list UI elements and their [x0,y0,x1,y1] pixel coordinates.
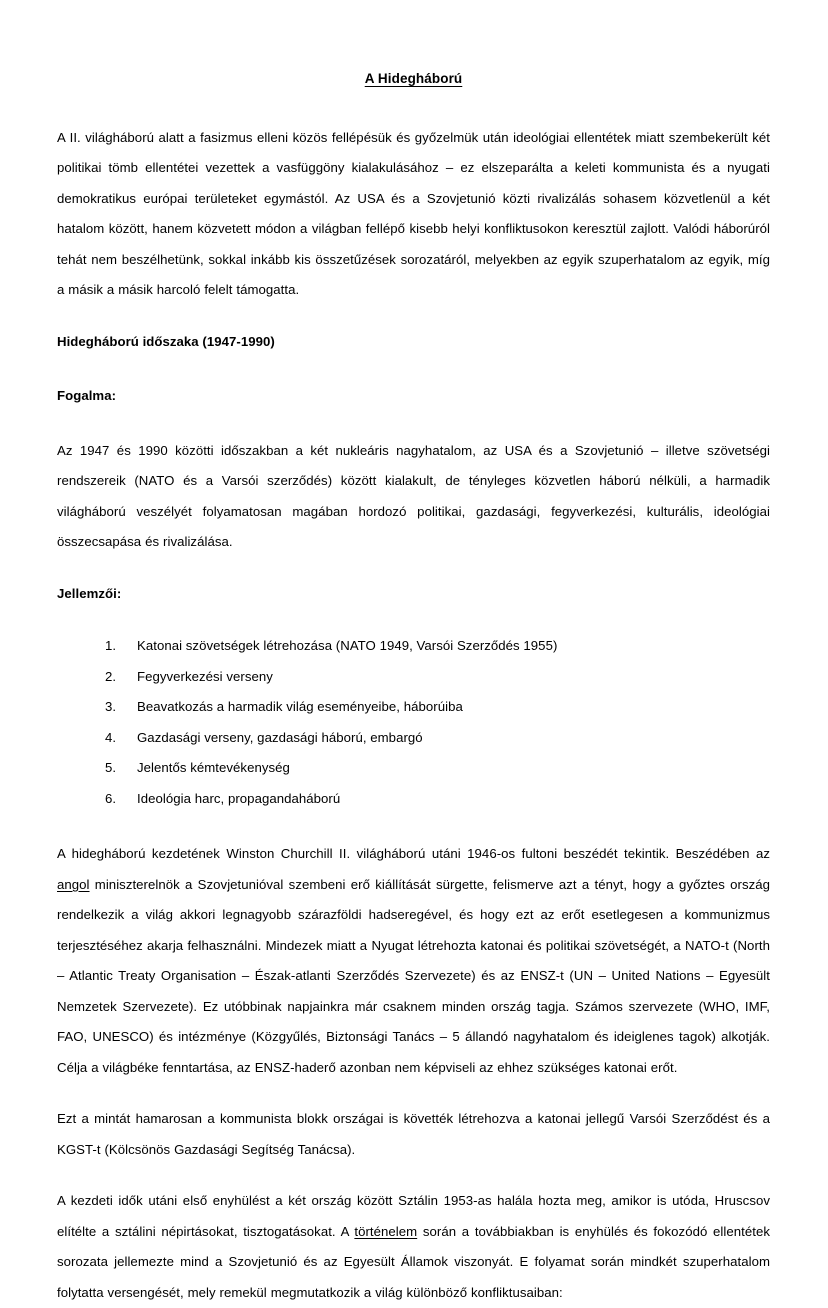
churchill-text-part1: A hidegháború kezdetének Winston Churchill II. világháború utáni 1946-os fultoni beszédét tekintik. Beszédében az [57,846,770,862]
concept-paragraph: Az 1947 és 1990 közötti időszakban a két nukleáris nagyhatalom, az USA és a Szovjetunió – illetve szövetségi rendszereik (NATO és a Varsói szerződés) között kialakult, de tényleges közvetlen háború nélküli, a harmadik világháború veszélyét folyamatosan magában hordozó politikai, gazdasági, fegyverkezési, kulturális, ideológiai összecsapása és rivalizálása. [57,442,770,550]
angol-link[interactable]: angol [57,876,90,892]
churchill-paragraph [57,839,770,1083]
page-title: A Hidegháború [364,71,463,86]
churchill-text-part2: miniszterelnök a Szovjetunióval szembeni erő kiállítását sürgette, felismerve azt a tényt, hogy a győztes ország rendelkezik a világ akkori legnagyobb szárazföldi hadseregével, és hogy ezt az erőt esetlegesen a kommunizmus terjesztéséhez akarja felhasználni. Mindezek miatt a Nyugat létrehozta katonai és politikai szövetségét, a NATO-t (North – Atlantic Treaty Organisation – Észak-atlanti Szerződés Szervezete) és az ENSZ-t (UN – United Nations – Egyesült Nemzetek Szervezete). Ez utóbbinak napjainkra már csaknem minden ország tagja. Számos szervezete (WHO, IMF, FAO, UNESCO) és intézménye (Közgyűlés, Biztonsági Tanács – 5 állandó nagyhatalom és ideiglenes tagok) alkotják. Célja a világbéke fenntartása, az ENSZ-haderő azonban nem képviseli az ehhez szükséges katonai erőt. [57,876,770,1075]
list-item: Gazdasági verseny, gazdasági háború, embargó [137,729,423,745]
list-item: Katonai szövetségek létrehozása (NATO 1949, Varsói Szerződés 1955) [137,638,558,654]
list-item: Beavatkozás a harmadik világ eseményeibe, háborúiba [137,699,463,715]
features-heading: Jellemzői: [57,585,122,601]
thaw-text-part2: során a továbbiakban is enyhülés és fokozódó ellentétek sorozata jellemezte mind a Szovjetunió és az Egyesült Államok viszonyát. E folyamat során mindkét szuperhatalom folytatta versengését, mely remekül megmutatkozik a világ különböző konfliktusaiban: [57,1223,770,1300]
features-list [57,631,770,814]
intro-paragraph: A II. világháború alatt a fasizmus elleni közös fellépésük és győzelmük után ideológiai ellentétek miatt szembekerült két politikai tömb ellentétei vezettek a vasfüggöny kialakulásához – ez elszeparálta a keleti kommunista és a nyugati demokratikus európai területeket egymástól. Az USA és a Szovjetunió közti rivalizálás sohasem közvetlenül a két hatalom között, hanem közvetett módon a világban fellépő kisebb helyi konfliktusokon keresztül zajlott. Valódi háborúról tehát nem beszélhetünk, sokkal inkább kis összetűzések sorozatáról, melyekben az egyik szuperhatalom az egyik, míg a másik a másik harcoló felelt támogatta. [57,129,770,298]
list-item: Fegyverkezési verseny [137,668,273,684]
period-heading: Hidegháború időszaka (1947-1990) [57,333,275,349]
thaw-paragraph [57,1186,770,1308]
tortenelem-link[interactable]: történelem [354,1223,418,1239]
warsaw-pact-paragraph: Ezt a mintát hamarosan a kommunista blokk országai is követték létrehozva a katonai jellegű Varsói Szerződést és a KGST-t (Kölcsönös Gazdasági Segítség Tanácsa). [57,1111,770,1157]
list-item: Jelentős kémtevékenység [137,760,290,776]
list-item: Ideológia harc, propagandaháború [137,790,341,806]
thaw-text-part1: A kezdeti idők utáni első enyhülést a két ország között Sztálin 1953-as halála hozta meg, amikor is utóda, Hruscsov elítélte a sztálini népirtásokat, tisztogatásokat. A [57,1193,770,1239]
concept-heading: Fogalma: [57,388,117,404]
